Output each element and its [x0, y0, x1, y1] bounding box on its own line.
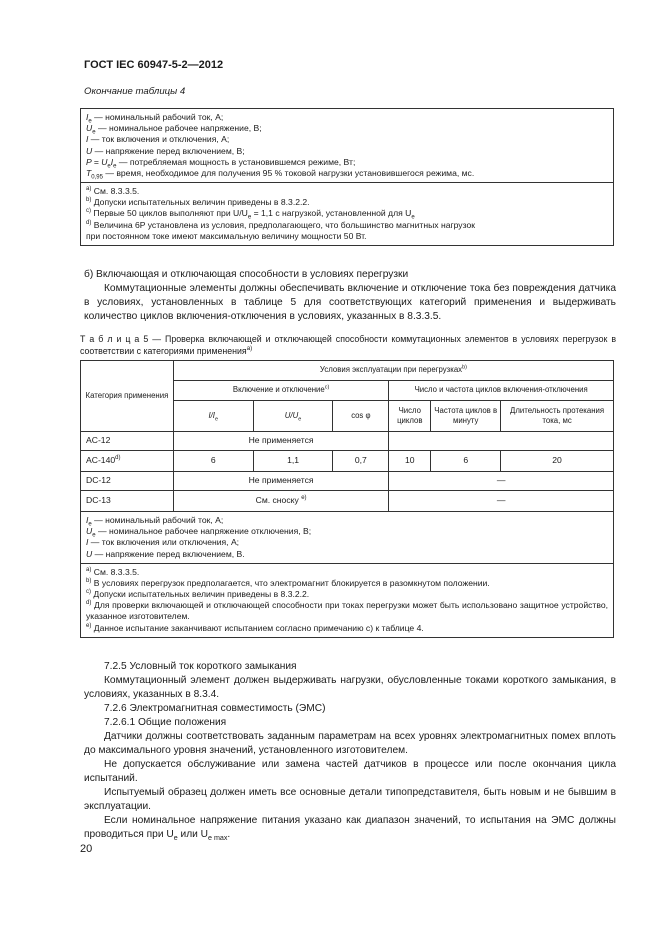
footnote-d: $^{d)}$ Величина 6P установлена из условия, предполагающего, что большинство магнитных нагрузок — [86, 219, 475, 230]
table-continuation-caption: Окончание таблицы 4 — [84, 86, 186, 97]
value-cell: 10 — [389, 451, 431, 472]
header-conditions: Условия эксплуатации при перегрузках$^{b)}$ — [173, 361, 613, 381]
merged-cell: Не применяется — [173, 472, 388, 491]
header-on-off: Включение и отключение$^{c)}$ — [173, 381, 388, 401]
legend-line: $I_e$ — номинальный рабочий ток, А; — [86, 112, 224, 125]
legend-line: I — ток включения или отключения, А; — [86, 537, 240, 548]
table4-legend — [81, 109, 613, 182]
table4-notes — [81, 182, 613, 245]
document-header: ГОСТ IEC 60947-5-2—2012 — [84, 59, 224, 71]
header-duration: Длительность протекания тока, мс — [501, 401, 614, 432]
table5 — [80, 360, 614, 638]
table-row — [81, 432, 614, 451]
section-b-title: б) Включающая и отключающая способности в условиях перегрузки — [84, 269, 409, 280]
merged-cell: Не применяется — [173, 432, 388, 451]
page-number: 20 — [80, 843, 93, 855]
table5-title: Т а б л и ц а 5 — Проверка включающей и отключающей способности коммутационных элементов в условиях перегрузок в соответствии с категориями применения$^{a)}$ — [80, 334, 616, 356]
value-cell: 20 — [501, 451, 614, 472]
header-current-ratio: $I/I_e$ — [173, 401, 253, 432]
header-cycle-frequency: Частота циклов в минуту — [431, 401, 501, 432]
footnote-d-cont: при постоянном токе имеют максимальную величину мощности 50 Вт. — [86, 230, 367, 241]
cycles-cell: — — [389, 472, 614, 491]
footnote-c: $^{c)}$ Первые 50 циклов выполняют при $U/U_e = 1,1$ с нагрузкой, установленной для $U_e$ — [86, 208, 415, 222]
cycles-cell: — — [389, 491, 614, 512]
legend-line: $U_e$ — номинальное рабочее напряжение, В; — [86, 123, 262, 136]
footnote-a: $^{a)}$ См. 8.3.3.5. — [86, 566, 140, 577]
paragraph: Если номинальное напряжение питания указано как диапазон значений, то испытания на ЭМС должны проводиться при $U_e$ или $U_{e max}$. — [84, 815, 616, 843]
category-cell: DC-13 — [81, 491, 174, 512]
header-voltage-ratio: $U/U_e$ — [253, 401, 333, 432]
header-cycles: Число и частота циклов включения-отключения — [389, 381, 614, 401]
table5-legend — [81, 512, 614, 564]
legend-line: $P = U_eI_e$ — потребляемая мощность в установившемся режиме, Вт; — [86, 156, 356, 170]
header-cycle-count: Число циклов — [389, 401, 431, 432]
value-cell: 6 — [173, 451, 253, 472]
table5-notes — [81, 563, 614, 637]
table-row — [81, 451, 614, 472]
footnote-c: $^{c)}$ Допуски испытательных величин приведены в 8.3.2.2. — [86, 589, 310, 600]
paragraph: Не допускается обслуживание или замена частей датчиков в процессе или после окончания цикла испытаний. — [84, 759, 616, 784]
section-b-text: Коммутационные элементы должны обеспечивать включение и отключение тока без повреждения датчика в условиях, установленных в таблице 5 для соответствующих категорий применения и выдерживать количество циклов включения-отключения в условиях, указанных в 8.3.3.5. — [84, 283, 616, 322]
footnote-e: $^{e)}$ Данное испытание заканчивают испытанием согласно примечанию с) к таблице 4. — [86, 622, 424, 633]
section-heading: 7.2.6.1 Общие положения — [104, 717, 227, 728]
footnote-b: $^{b)}$ Допуски испытательных величин приведены в 8.3.2.2. — [86, 197, 310, 208]
value-cell: 6 — [431, 451, 501, 472]
header-cos-phi: cos φ — [333, 401, 389, 432]
legend-line: $U_e$ — номинальное рабочее напряжение отключения, В; — [86, 526, 312, 539]
paragraph: Коммутационный элемент должен выдерживать нагрузки, обусловленные токами короткого замыкания, в условиях, указанных в 8.3.4. — [84, 675, 616, 700]
legend-line: $T_{0,95}$ — время, необходимое для получения 95 % токовой нагрузки установившегося режима, мс. — [86, 167, 475, 181]
body-text — [84, 660, 616, 842]
section-heading: 7.2.5 Условный ток короткого замыкания — [104, 661, 297, 672]
footnote-d: $^{d)}$ Для проверки включающей и отключающей способности при токах перегрузки может быть использовано защитное устройство, указанное изготовителем. — [86, 600, 609, 622]
section-heading: 7.2.6 Электромагнитная совместимость (ЭМС) — [104, 703, 326, 714]
section-b — [84, 268, 616, 324]
category-cell: AC-140$^{d)}$ — [81, 451, 174, 472]
category-cell: AC-12 — [81, 432, 174, 451]
header-category: Категория применения — [81, 361, 174, 432]
table-row — [81, 491, 614, 512]
legend-line: $I_e$ — номинальный рабочий ток, А; — [86, 515, 224, 528]
category-cell: DC-12 — [81, 472, 174, 491]
table-row — [81, 472, 614, 491]
footnote-b: $^{b)}$ В условиях перегрузок предполагается, что электромагнит блокируется в разомкнутом положении. — [86, 577, 490, 588]
legend-line: I — ток включения и отключения, А; — [86, 134, 230, 145]
paragraph: Датчики должны соответствовать заданным параметрам на всех уровнях электромагнитных помех вплоть до максимального уровня значений, установленного изготовителем. — [84, 731, 616, 756]
legend-line: U — напряжение перед включением, В; — [86, 145, 245, 156]
footnote-a: $^{a)}$ См. 8.3.3.5. — [86, 186, 140, 197]
value-cell: 0,7 — [333, 451, 389, 472]
merged-cell: См. сноску $^{e)}$ — [173, 491, 388, 512]
table4-end — [80, 108, 614, 246]
cycles-cell — [389, 432, 614, 451]
value-cell: 1,1 — [253, 451, 333, 472]
paragraph: Испытуемый образец должен иметь все основные детали типопредставителя, быть новым и не бывшим в эксплуатации. — [84, 787, 616, 812]
legend-line: U — напряжение перед включением, В. — [86, 548, 245, 559]
